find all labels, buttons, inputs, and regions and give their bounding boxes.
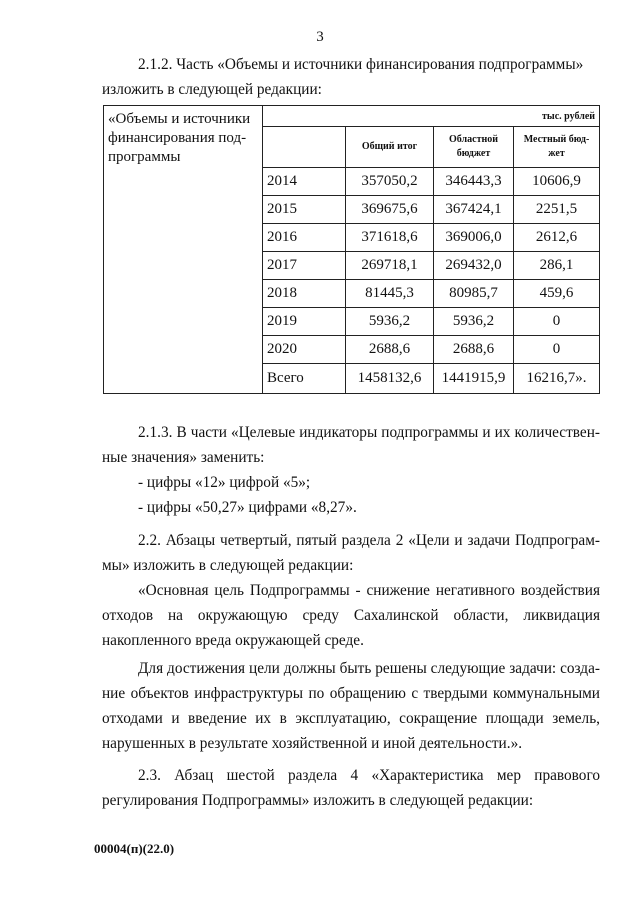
total-cell: 357050,2 — [346, 168, 434, 196]
total-cell: 1458132,6 — [346, 364, 434, 394]
local-cell: 16216,7». — [514, 364, 600, 394]
section-2-2: 2.2. Абзацы четвертый, пятый раздела 2 «Цели и задачи Подпрограммы» изложить в следующей редакции: — [102, 532, 600, 574]
local-cell: 2612,6 — [514, 224, 600, 252]
total-cell: 371618,6 — [346, 224, 434, 252]
year-cell: 2014 — [263, 168, 346, 196]
regional-cell: 5936,2 — [434, 308, 514, 336]
financing-table — [103, 105, 600, 394]
section-2-1-3-item1: - цифры «12» цифрой «5»; — [138, 474, 311, 491]
table-row-header: «Объемы и источники финансирования подпрограммы — [104, 106, 263, 394]
local-cell: 0 — [514, 308, 600, 336]
section-2-1-2 — [102, 52, 600, 102]
regional-cell: 369006,0 — [434, 224, 514, 252]
regional-cell: 80985,7 — [434, 280, 514, 308]
regional-cell: 346443,3 — [434, 168, 514, 196]
column-header-total: Общий итог — [346, 127, 434, 168]
local-cell: 10606,9 — [514, 168, 600, 196]
total-cell: 369675,6 — [346, 196, 434, 224]
year-cell: 2017 — [263, 252, 346, 280]
regional-cell: 269432,0 — [434, 252, 514, 280]
section-2-1-2-line1: 2.1.2. Часть «Объемы и источники финансирования подпрограммы» — [138, 56, 584, 73]
local-cell: 286,1 — [514, 252, 600, 280]
total-cell: 81445,3 — [346, 280, 434, 308]
section-2-2-quote2: Для достижения цели должны быть решены следующие задачи: создание объектов инфраструктуры по обращению с твердыми коммунальными отходами и введение их в эксплуатацию, сокращение площади земель, нарушенных в результате хозяйственной и иной деятельности.». — [102, 660, 600, 752]
local-cell: 459,6 — [514, 280, 600, 308]
year-cell: 2018 — [263, 280, 346, 308]
year-cell: 2019 — [263, 308, 346, 336]
document-footer-code: 00004(п)(22.0) — [94, 841, 175, 856]
page-number: 3 — [316, 29, 324, 45]
section-2-1-3-item2: - цифры «50,27» цифрами «8,27». — [138, 499, 357, 516]
table-units: тыс. рублей — [263, 106, 600, 127]
year-cell: 2020 — [263, 336, 346, 364]
year-cell: 2015 — [263, 196, 346, 224]
regional-cell: 1441915,9 — [434, 364, 514, 394]
regional-cell: 2688,6 — [434, 336, 514, 364]
year-cell: Всего — [263, 364, 346, 394]
total-cell: 5936,2 — [346, 308, 434, 336]
column-header-regional: Областной бюджет — [434, 127, 514, 168]
local-cell: 2251,5 — [514, 196, 600, 224]
local-cell: 0 — [514, 336, 600, 364]
section-2-3: 2.3. Абзац шестой раздела 4 «Характеристика мер правового регулирования Подпрограммы» изложить в следующей редакции: — [102, 767, 600, 809]
column-header-local: Местный бюджет — [514, 127, 600, 168]
total-cell: 2688,6 — [346, 336, 434, 364]
section-2-1-2-line2: изложить в следующей редакции: — [102, 81, 322, 98]
year-cell: 2016 — [263, 224, 346, 252]
regional-cell: 367424,1 — [434, 196, 514, 224]
section-2-2-quote1: «Основная цель Подпрограммы - снижение негативного воздействия отходов на окружающую среду Сахалинской области, ликвидация накопленного вреда окружающей среде. — [102, 582, 600, 649]
total-cell: 269718,1 — [346, 252, 434, 280]
section-2-1-3: 2.1.3. В части «Целевые индикаторы подпрограммы и их количественные значения» заменить: — [102, 424, 600, 466]
